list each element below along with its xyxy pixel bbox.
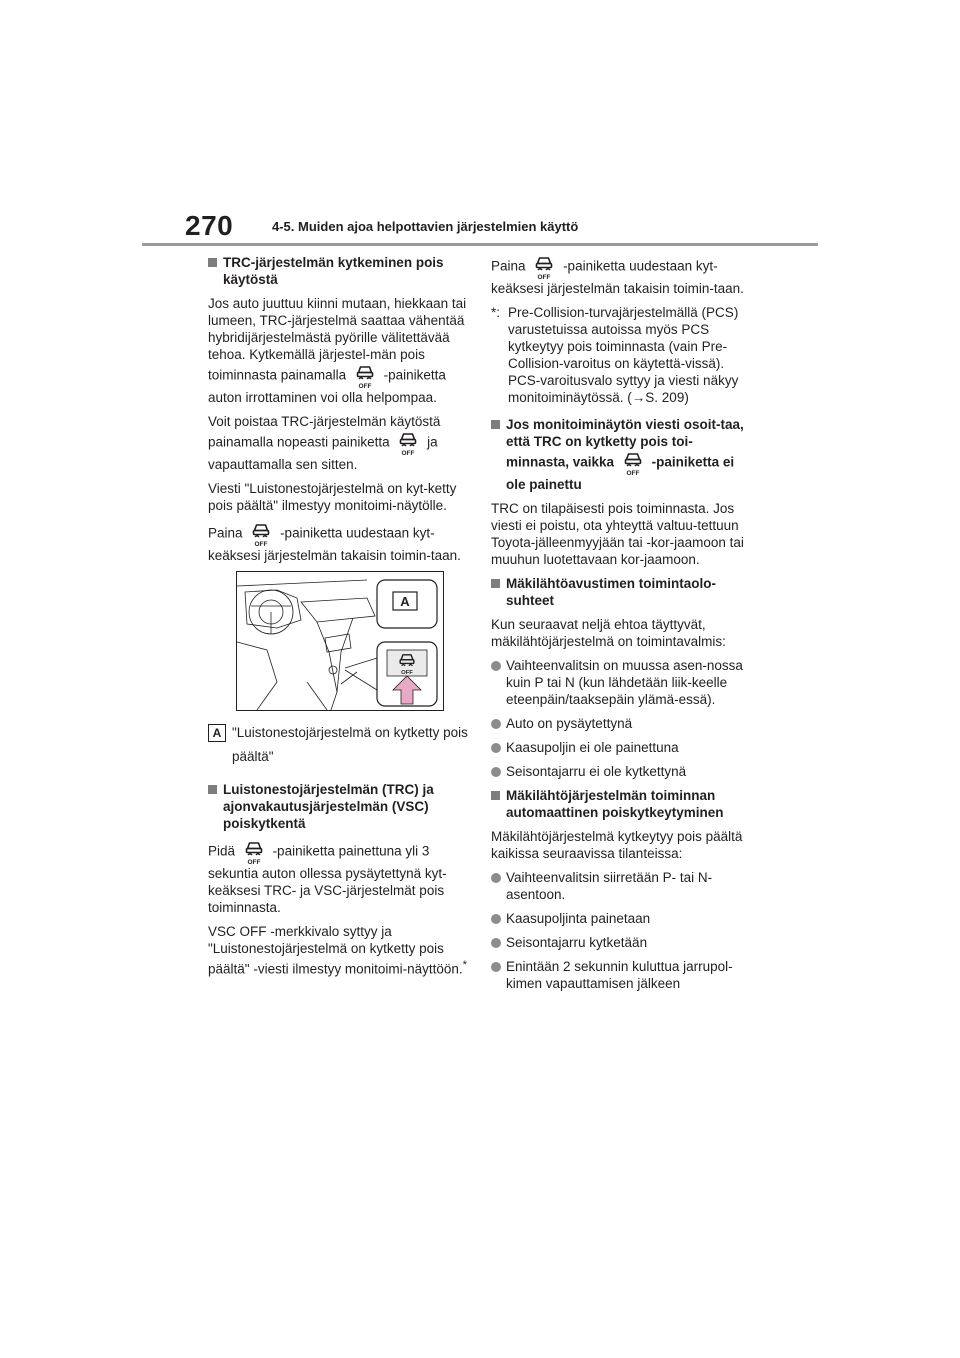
heading-hill-start-conditions: Mäkilähtöavustimen toimintaolo-suhteet bbox=[491, 575, 753, 609]
paragraph: Paina -painiketta uudestaan kyt-keäksesi järjestelmän takaisin toimin-taan. bbox=[491, 254, 753, 297]
trc-off-icon bbox=[397, 430, 419, 456]
list-item: Auto on pysäytettynä bbox=[491, 715, 753, 732]
heading-trc-off: TRC-järjestelmän kytkeminen pois käytöstä bbox=[208, 254, 470, 288]
trc-off-icon bbox=[354, 363, 376, 389]
paragraph: Mäkilähtöjärjestelmä kytkeytyy pois päältä kaikissa seuraavissa tilanteissa: bbox=[491, 829, 743, 861]
square-bullet-icon bbox=[208, 785, 217, 794]
circle-bullet-icon bbox=[491, 743, 501, 753]
heading-trc-vsc-off: Luistonestojärjestelmän (TRC) ja ajonvakautusjärjestelmän (VSC) poiskytkentä bbox=[208, 781, 470, 832]
caption-label-a: A bbox=[208, 724, 226, 742]
heading-hill-start-cancel: Mäkilähtöjärjestelmän toiminnan automaattinen poiskytkeytyminen bbox=[491, 787, 753, 821]
list-item: Kaasupoljinta painetaan bbox=[491, 910, 753, 927]
list-item: Kaasupoljin ei ole painettuna bbox=[491, 739, 753, 756]
circle-bullet-icon bbox=[491, 938, 501, 948]
circle-bullet-icon bbox=[491, 719, 501, 729]
paragraph: Voit poistaa TRC-järjestelmän käytöstä painamalla nopeasti painiketta ja vapauttamalla sen sitten. bbox=[208, 414, 441, 472]
list-item: Vaihteenvalitsin on muussa asen-nossa kuin P tai N (kun lähdetään liik-keelle eteenpäin/taaksepäin ylämä-essä). bbox=[491, 657, 753, 708]
paragraph: Jos auto juuttuu kiinni mutaan, hiekkaan tai lumeen, TRC-järjestelmä saattaa vähentää hybridijärjestelmästä pyörille välitettävää tehoa. Kytkemällä järjestel-män pois toiminnasta painamalla -painiketta auton irrottaminen voi olla helpompaa. bbox=[208, 296, 467, 405]
trc-off-icon bbox=[243, 839, 265, 865]
left-column bbox=[208, 254, 470, 985]
footnote-mark: *: bbox=[491, 305, 501, 320]
dashboard-illustration bbox=[236, 571, 444, 711]
heading-message-shown: Jos monitoiminäytön viesti osoit-taa, että TRC on kytketty pois toi-minnasta, vaikka -painiketta ei ole painettu bbox=[491, 416, 753, 493]
square-bullet-icon bbox=[491, 791, 500, 800]
section-title: 4-5. Muiden ajoa helpottavien järjestelmien käyttö bbox=[272, 219, 579, 234]
circle-bullet-icon bbox=[491, 962, 501, 972]
paragraph: VSC OFF -merkkivalo syttyy ja "Luistonestojärjestelmä on kytketty pois päältä" -viesti ilmestyy monitoimi-näyttöön.* bbox=[208, 924, 468, 977]
trc-off-icon bbox=[533, 254, 555, 280]
list-item: Vaihteenvalitsin siirretään P- tai N-asentoon. bbox=[491, 869, 753, 903]
figure-label-a: A bbox=[400, 594, 410, 609]
circle-bullet-icon bbox=[491, 661, 501, 671]
footnote: *: Pre-Collision-turvajärjestelmällä (PCS) varustetuissa autoissa myös PCS kytkeytyy pois toiminnasta (vain Pre-Collision-varoitus on käytettä-vissä). PCS-varoitusvalo syttyy ja viesti näkyy monitoiminäytössä. (→S. 209) bbox=[491, 305, 739, 405]
figure-caption: A "Luistonestojärjestelmä on kytketty pois päältä" bbox=[208, 721, 470, 769]
list-item: Enintään 2 sekunnin kuluttua jarrupol-kimen vapauttamisen jälkeen bbox=[491, 958, 753, 992]
trc-off-icon bbox=[250, 521, 272, 547]
circle-bullet-icon bbox=[491, 873, 501, 883]
paragraph: TRC on tilapäisesti pois toiminnasta. Jos viesti ei poistu, ota yhteyttä valtuu-tettuun Toyota-jälleenmyyjään tai -kor-jaamoon tai muuhun luotettavaan kor-jaamoon. bbox=[491, 501, 744, 567]
circle-bullet-icon bbox=[491, 914, 501, 924]
square-bullet-icon bbox=[208, 258, 217, 267]
paragraph: Pidä -painiketta painettuna yli 3 sekuntia auton ollessa pysäytettynä kyt-keäksesi TRC- ja VSC-järjestelmät pois toiminnasta. bbox=[208, 839, 470, 916]
footnote-ref: * bbox=[462, 959, 468, 971]
right-column bbox=[491, 254, 753, 999]
paragraph: Kun seuraavat neljä ehtoa täyttyvät, mäkilähtöjärjestelmä on toimintavalmis: bbox=[491, 617, 726, 649]
trc-off-icon bbox=[622, 450, 644, 476]
square-bullet-icon bbox=[491, 579, 500, 588]
page-number: 270 bbox=[185, 210, 234, 241]
paragraph: Paina -painiketta uudestaan kyt-keäksesi järjestelmän takaisin toimin-taan. bbox=[208, 521, 470, 564]
circle-bullet-icon bbox=[491, 767, 501, 777]
square-bullet-icon bbox=[491, 420, 500, 429]
paragraph: Viesti "Luistonestojärjestelmä on kyt-ketty pois päältä" ilmestyy monitoimi-näytölle. bbox=[208, 481, 457, 513]
header-rule bbox=[142, 243, 818, 246]
list-item: Seisontajarru kytketään bbox=[491, 934, 753, 951]
list-item: Seisontajarru ei ole kytkettynä bbox=[491, 763, 753, 780]
